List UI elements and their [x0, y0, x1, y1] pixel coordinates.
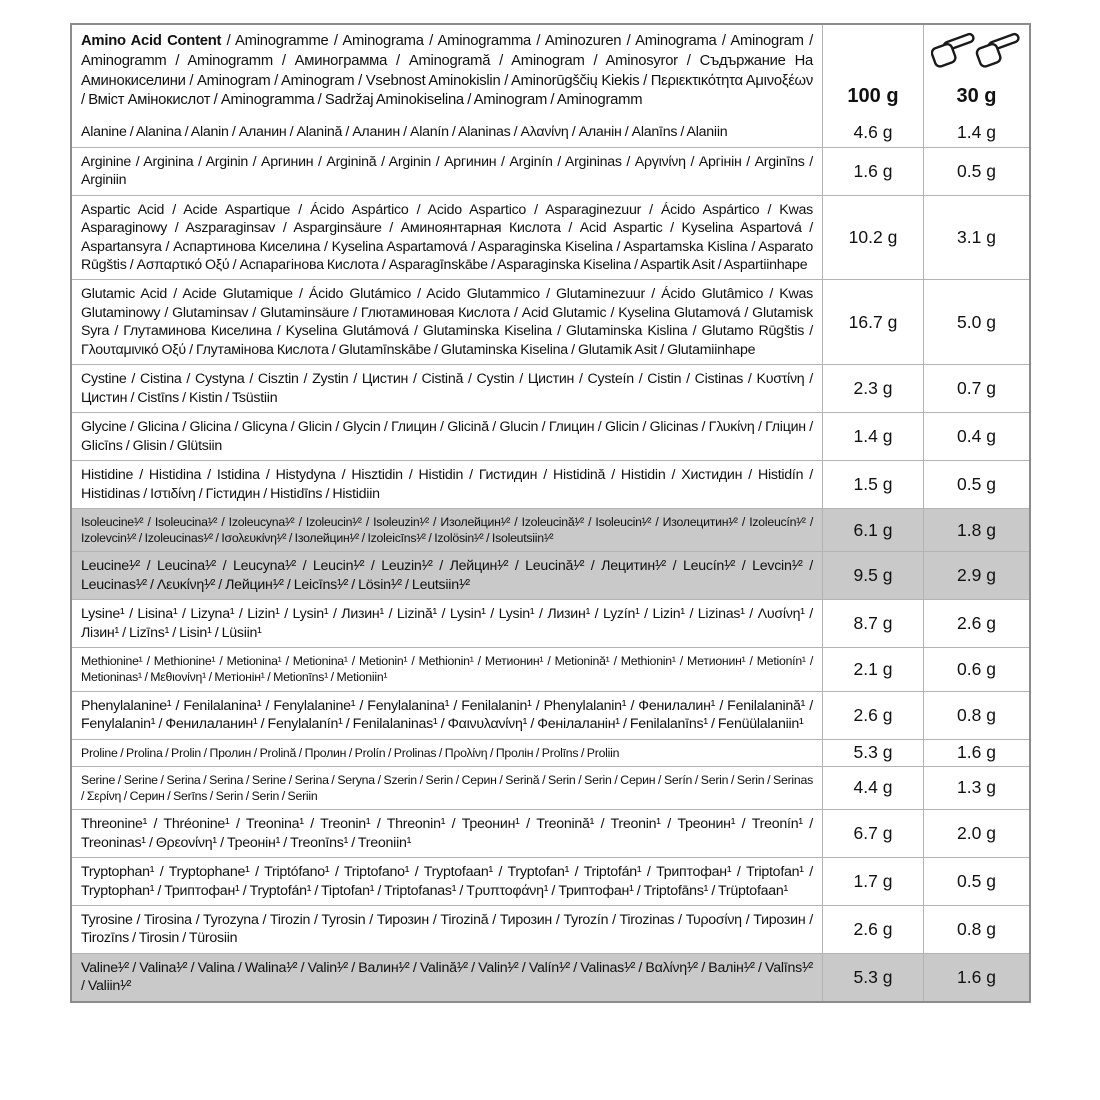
amino-acid-name: Tyrosine / Tirosina / Tyrozyna / Tirozin / Tyrosin / Тирозин / Tirozină / Тирозин / Tyrozín / Tirozinas / Τυροσίνη / Тирозин / Tirozīns / Tirosin / Türosiin: [81, 912, 813, 947]
value-per-100g: 16.7 g: [822, 280, 923, 364]
table-row: [72, 551, 1029, 599]
value-per-30g: 1.3 g: [923, 767, 1029, 809]
amino-acid-name: Histidine / Histidina / Istidina / Histydyna / Hisztidin / Histidin / Гистидин / Histidină / Histidin / Хистидин / Histidín / Histidinas / Ιστιδίνη / Гістидин / Histidīns / Histidiin: [81, 467, 813, 502]
column-header-100g-label: 100 g: [847, 85, 899, 108]
table-row: [72, 905, 1029, 953]
value-per-100g: 2.6 g: [822, 906, 923, 953]
value-per-100g: 2.6 g: [822, 692, 923, 739]
value-per-30g: 2.6 g: [923, 600, 1029, 647]
value-per-30g: 0.8 g: [923, 692, 1029, 739]
table-row: [72, 364, 1029, 412]
measuring-scoop-icon: [931, 29, 1023, 73]
value-per-100g: 1.7 g: [822, 858, 923, 905]
measuring-scoop-icons: [931, 29, 1023, 79]
table-row: [72, 460, 1029, 508]
table-header-row: [72, 25, 1029, 118]
amino-acid-name: Serine / Serine / Serina / Serina / Serine / Serina / Seryna / Szerin / Serin / Серин / Serină / Serin / Serin / Серин / Serín / Serin / Serin / Serinas / Σερίνη / Серин / Serīns / Serin / Serin / Seriin: [81, 772, 813, 803]
table-title: [72, 25, 822, 118]
amino-acid-name: Arginine / Arginina / Arginin / Аргинин / Arginină / Arginin / Аргинин / Arginín / Argininas / Αργινίνη / Аргінін / Arginīns / Arginiin: [81, 153, 813, 189]
value-per-30g: 1.4 g: [923, 118, 1029, 146]
value-per-100g: 6.7 g: [822, 810, 923, 857]
amino-acid-name: Glutamic Acid / Acide Glutamique / Ácido Glutámico / Acido Glutammico / Glutaminezuur / Ácido Glutâmico / Kwas Glutaminowy / Glutaminsav / Glutaminsäure / Глютаминовая Кислота / Acid Glutamic / Kyselina Glutamová / Glutamisk Syra / Глутаминова Киселина / Kyselina Glutámová / Glutaminska Kiselina / Glutaminska Kislina / Glutamo Rūgštis / Γλουταμινικό Οξύ / Глутамінова Кислота / Glutamīnskābe / Glutaminska Kiselina / Glutamik Asit / Glutamiinhape: [81, 286, 813, 358]
value-per-100g: 5.3 g: [822, 954, 923, 1001]
value-per-100g: 5.3 g: [822, 740, 923, 766]
value-per-100g: 1.5 g: [822, 461, 923, 508]
amino-acid-name: Phenylalanine¹ / Fenilalanina¹ / Fenylalanine¹ / Fenylalanina¹ / Fenilalanin¹ / Phenylalanin¹ / Фенилалин¹ / Fenilalanină¹ / Fenylalanin¹ / Фенилаланин¹ / Fenylalanín¹ / Fenilalaninas¹ / Φαινυλανίνη¹ / Фенілаланін¹ / Fenilalanīns¹ / Fenüülalaniin¹: [81, 697, 813, 733]
value-per-30g: 5.0 g: [923, 280, 1029, 364]
amino-table-body: [72, 118, 1029, 1001]
column-header-30g: [923, 25, 1029, 118]
table-row: [72, 647, 1029, 690]
table-row: [72, 412, 1029, 460]
value-per-100g: 9.5 g: [822, 552, 923, 599]
table-row: [72, 857, 1029, 905]
value-per-100g: 8.7 g: [822, 600, 923, 647]
amino-acid-name: Proline / Prolina / Prolin / Пролин / Prolină / Пролин / Prolín / Prolinas / Προλίνη / Пролін / Prolīns / Proliin: [81, 745, 620, 760]
value-per-30g: 0.5 g: [923, 858, 1029, 905]
value-per-30g: 0.6 g: [923, 648, 1029, 690]
amino-acid-name: Tryptophan¹ / Tryptophane¹ / Triptófano¹ / Triptofano¹ / Tryptofaan¹ / Tryptofan¹ / Triptofán¹ / Триптофан¹ / Triptofan¹ / Tryptophan¹ / Триптофан¹ / Tryptofán¹ / Tiptofan¹ / Triptofanas¹ / Τρυπτοφάνη¹ / Триптофан¹ / Triptofāns¹ / Trüptofaan¹: [81, 864, 813, 899]
value-per-30g: 2.0 g: [923, 810, 1029, 857]
amino-acid-name: Threonine¹ / Thréonine¹ / Treonina¹ / Treonin¹ / Threonin¹ / Треонин¹ / Treonină¹ / Treonin¹ / Треонин¹ / Treonín¹ / Treoninas¹ / Θρεονίνη¹ / Треонін¹ / Treonīns¹ / Treoniin¹: [81, 816, 813, 851]
value-per-100g: 4.6 g: [822, 118, 923, 146]
value-per-30g: 1.6 g: [923, 954, 1029, 1001]
value-per-100g: 2.3 g: [822, 365, 923, 412]
value-per-30g: 0.5 g: [923, 461, 1029, 508]
value-per-100g: 1.4 g: [822, 413, 923, 460]
table-row: [72, 809, 1029, 857]
value-per-100g: 6.1 g: [822, 509, 923, 551]
amino-acid-name: Cystine / Cistina / Cystyna / Cisztin / Zystin / Цистин / Cistină / Cystin / Цистин / Cysteín / Cistin / Cistinas / Κυστίνη / Цистин / Cistīns / Kistin / Tsüstiin: [81, 371, 813, 406]
value-per-30g: 3.1 g: [923, 196, 1029, 280]
value-per-100g: 4.4 g: [822, 767, 923, 809]
amino-acid-name: Aspartic Acid / Acide Aspartique / Ácido Aspártico / Acido Aspartico / Asparaginezuur / Ácido Aspártico / Kwas Asparaginowy / Aszparaginsav / Asparginsäure / Аминоянтарная Кислота / Acid Aspartic / Kyselina Aspartová / Aspartansyra / Аспартинова Киселина / Kyselina Aspartamová / Asparaginska Kiselina / Aspartamska Kislina / Asparato Rūgštis / Ασπαρτικό Οξύ / Аспарагінова Кислота / Asparagīnskābe / Asparaginska Kiselina / Aspartik Asit / Aspartiinhape: [81, 201, 813, 273]
column-header-100g: [822, 25, 923, 118]
value-per-30g: 0.7 g: [923, 365, 1029, 412]
value-per-100g: 10.2 g: [822, 196, 923, 280]
table-row: [72, 739, 1029, 766]
value-per-100g: 1.6 g: [822, 148, 923, 195]
table-row: [72, 599, 1029, 647]
amino-acid-name: Lysine¹ / Lisina¹ / Lizyna¹ / Lizin¹ / Lysin¹ / Лизин¹ / Lizină¹ / Lysin¹ / Lysin¹ / Лизин¹ / Lyzín¹ / Lizin¹ / Lizinas¹ / Λυσίνη¹ / Лізин¹ / Lizīns¹ / Lisin¹ / Lüsiin¹: [81, 606, 813, 641]
amino-acid-name: Alanine / Alanina / Alanin / Аланин / Alanină / Аланин / Alanín / Alaninas / Αλανίνη / Аланін / Alanīns / Alaniin: [81, 124, 728, 141]
value-per-30g: 2.9 g: [923, 552, 1029, 599]
amino-acid-name: Valine¹⁄² / Valina¹⁄² / Valina / Walina¹⁄² / Valin¹⁄² / Валин¹⁄² / Valină¹⁄² / Valin¹⁄² / Valín¹⁄² / Valinas¹⁄² / Βαλίνη¹⁄² / Валін¹⁄² / Valīns¹⁄² / Valiin¹⁄²: [81, 959, 813, 995]
table-title-primary: Amino Acid Content: [81, 33, 222, 49]
value-per-30g: 0.8 g: [923, 906, 1029, 953]
amino-acid-name: Methionine¹ / Methionine¹ / Metionina¹ / Metionina¹ / Metionin¹ / Methionin¹ / Метионин¹ / Metionină¹ / Methionin¹ / Метионин¹ / Metionín¹ / Metioninas¹ / Μεθιονίνη¹ / Метіонін¹ / Metionīns¹ / Metioniin¹: [81, 654, 813, 685]
column-header-30g-label: 30 g: [956, 85, 997, 108]
amino-acid-name: Leucine¹⁄² / Leucina¹⁄² / Leucyna¹⁄² / Leucin¹⁄² / Leuzin¹⁄² / Лейцин¹⁄² / Leucină¹⁄² / Лецитин¹⁄² / Leucín¹⁄² / Levcin¹⁄² / Leucinas¹⁄² / Λευκίνη¹⁄² / Лейцин¹⁄² / Leicīns¹⁄² / Lösin¹⁄² / Leutsiin¹⁄²: [81, 558, 813, 593]
value-per-30g: 1.6 g: [923, 740, 1029, 766]
amino-acid-table: [70, 23, 1031, 1003]
table-row: [72, 195, 1029, 280]
amino-acid-name: Glycine / Glicina / Glicina / Glicyna / Glicin / Glycin / Глицин / Glicină / Glucin / Глицин / Glicin / Glicinas / Γλυκίνη / Гліцин / Glicīns / Glisin / Glütsiin: [81, 419, 813, 454]
value-per-30g: 0.4 g: [923, 413, 1029, 460]
table-row: [72, 691, 1029, 739]
table-title-translations: / Aminogramme / Aminograma / Aminogramma / Aminozuren / Aminograma / Aminogram / Aminogramm / Aminogramm / Аминограмма / Aminogramă / Aminogram / Aminosyror / Съдържание На Аминокиселини / Aminogram / Aminogram / Vsebnost Aminokislin / Aminorūgščių Kiekis / Περιεκτικότητα Αμινοξέων / Вміст Амінокислот / Aminogramma / Sadržaj Aminokiselina / Aminogram / Aminogramm: [81, 33, 813, 109]
table-row: [72, 279, 1029, 364]
table-row: [72, 766, 1029, 809]
value-per-30g: 0.5 g: [923, 148, 1029, 195]
table-row: [72, 508, 1029, 551]
value-per-100g: 2.1 g: [822, 648, 923, 690]
table-row: [72, 953, 1029, 1001]
value-per-30g: 1.8 g: [923, 509, 1029, 551]
amino-acid-name: Isoleucine¹⁄² / Isoleucina¹⁄² / Izoleucyna¹⁄² / Izoleucin¹⁄² / Isoleuzin¹⁄² / Изолейцин¹⁄² / Izoleucină¹⁄² / Isoleucin¹⁄² / Изолецитин¹⁄² / Izoleucín¹⁄² / Izolevcin¹⁄² / Izoleucinas¹⁄² / Ισολευκίνη¹⁄² / Ізолейцин¹⁄² / Izoleicīns¹⁄² / Izolösin¹⁄² / Isoleutsiin¹⁄²: [81, 514, 813, 546]
table-row: [72, 147, 1029, 195]
table-row: [72, 118, 1029, 146]
